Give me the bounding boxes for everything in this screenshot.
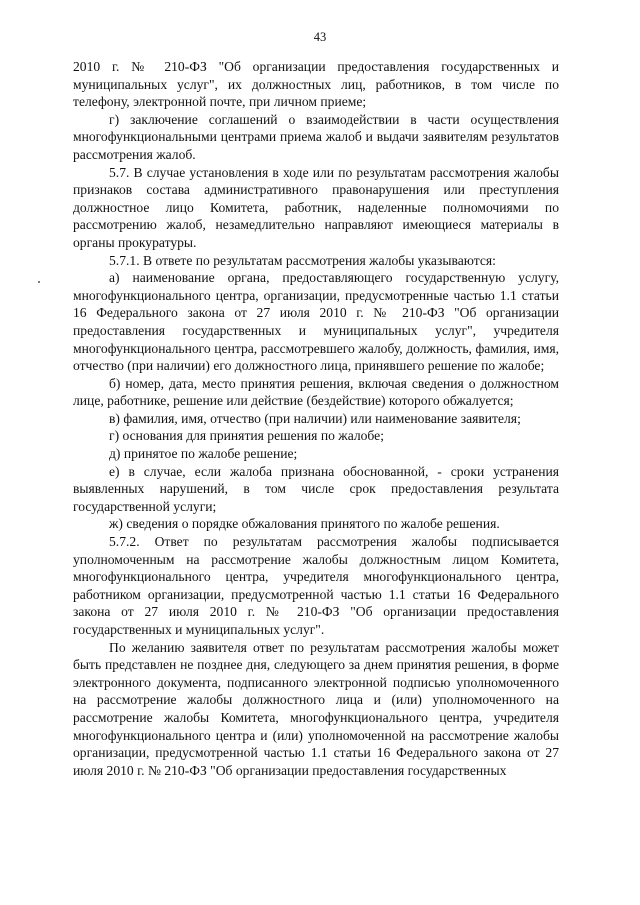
scan-artifact-dot [38, 281, 40, 283]
paragraph-p5: а) наименование органа, предоставляющего государственную услугу, многофункционального центра, организации, предусмотренные частью 1.1 статьи 16 Федерального закона от 27 июля 2010 г. № 210-ФЗ "Об организации предоставления государственных и муниципальных услуг", учредителя многофункционального центра, рассмотревшего жалобу, должность, фамилия, имя, отчество (при наличии) его должностного лица, принявшего решение по жалобе; [73, 270, 559, 374]
paragraph-p1: 2010 г. № 210-ФЗ "Об организации предоставления государственных и муниципальных услуг", их должностных лиц, работников, в том числе по телефону, электронной почте, при личном приеме; [73, 59, 559, 110]
paragraph-p6: б) номер, дата, место принятия решения, включая сведения о должностном лице, работнике, решение или действие (бездействие) которого обжалуется; [73, 375, 559, 409]
paragraph-p3: 5.7. В случае установления в ходе или по результатам рассмотрения жалобы признаков состава административного правонарушения или преступления должностное лицо Комитета, работник, наделенные полномочиями по рассмотрению жалоб, незамедлительно направляют имеющиеся материалы в органы прокуратуры. [73, 164, 559, 250]
page-number: 43 [313, 30, 327, 44]
paragraph-p8: г) основания для принятия решения по жалобе; [109, 428, 384, 444]
paragraph-p9: д) принятое по жалобе решение; [109, 446, 298, 462]
paragraph-p11: ж) сведения о порядке обжалования принятого по жалобе решения. [109, 516, 500, 532]
paragraph-p10: е) в случае, если жалоба признана обоснованной, - сроки устранения выявленных нарушений, в том числе срок предоставления результата государственной услуги; [73, 463, 559, 514]
paragraph-p4: 5.7.1. В ответе по результатам рассмотрения жалобы указываются: [109, 252, 496, 268]
paragraph-p7: в) фамилия, имя, отчество (при наличии) или наименование заявителя; [109, 410, 521, 426]
paragraph-p2: г) заключение соглашений о взаимодействии в части осуществления многофункциональными центрами приема жалоб и выдачи заявителям результатов рассмотрения жалоб. [73, 111, 559, 162]
document-body [73, 58, 559, 779]
paragraph-p13: По желанию заявителя ответ по результатам рассмотрения жалобы может быть представлен не позднее дня, следующего за днем принятия решения, в форме электронного документа, подписанного электронной подписью уполномоченного на рассмотрение жалобы должностного лица и (или) уполномоченного на рассмотрение жалобы Комитета, многофункционального центра, учредителя многофункционального центра и (или) уполномоченной на рассмотрение жалобы организации, предусмотренной частью 1.1 статьи 16 Федерального закона от 27 июля 2010 г. № 210-ФЗ "Об организации предоставления государственных [73, 639, 559, 778]
paragraph-p12: 5.7.2. Ответ по результатам рассмотрения жалобы подписывается уполномоченным на рассмотрение жалобы должностным лицом Комитета, многофункционального центра, учредителя многофункционального центра, работником организации, предусмотренной частью 1.1 статьи 16 Федерального закона от 27 июля 2010 г. № 210-ФЗ "Об организации предоставления государственных и муниципальных услуг". [73, 534, 559, 637]
